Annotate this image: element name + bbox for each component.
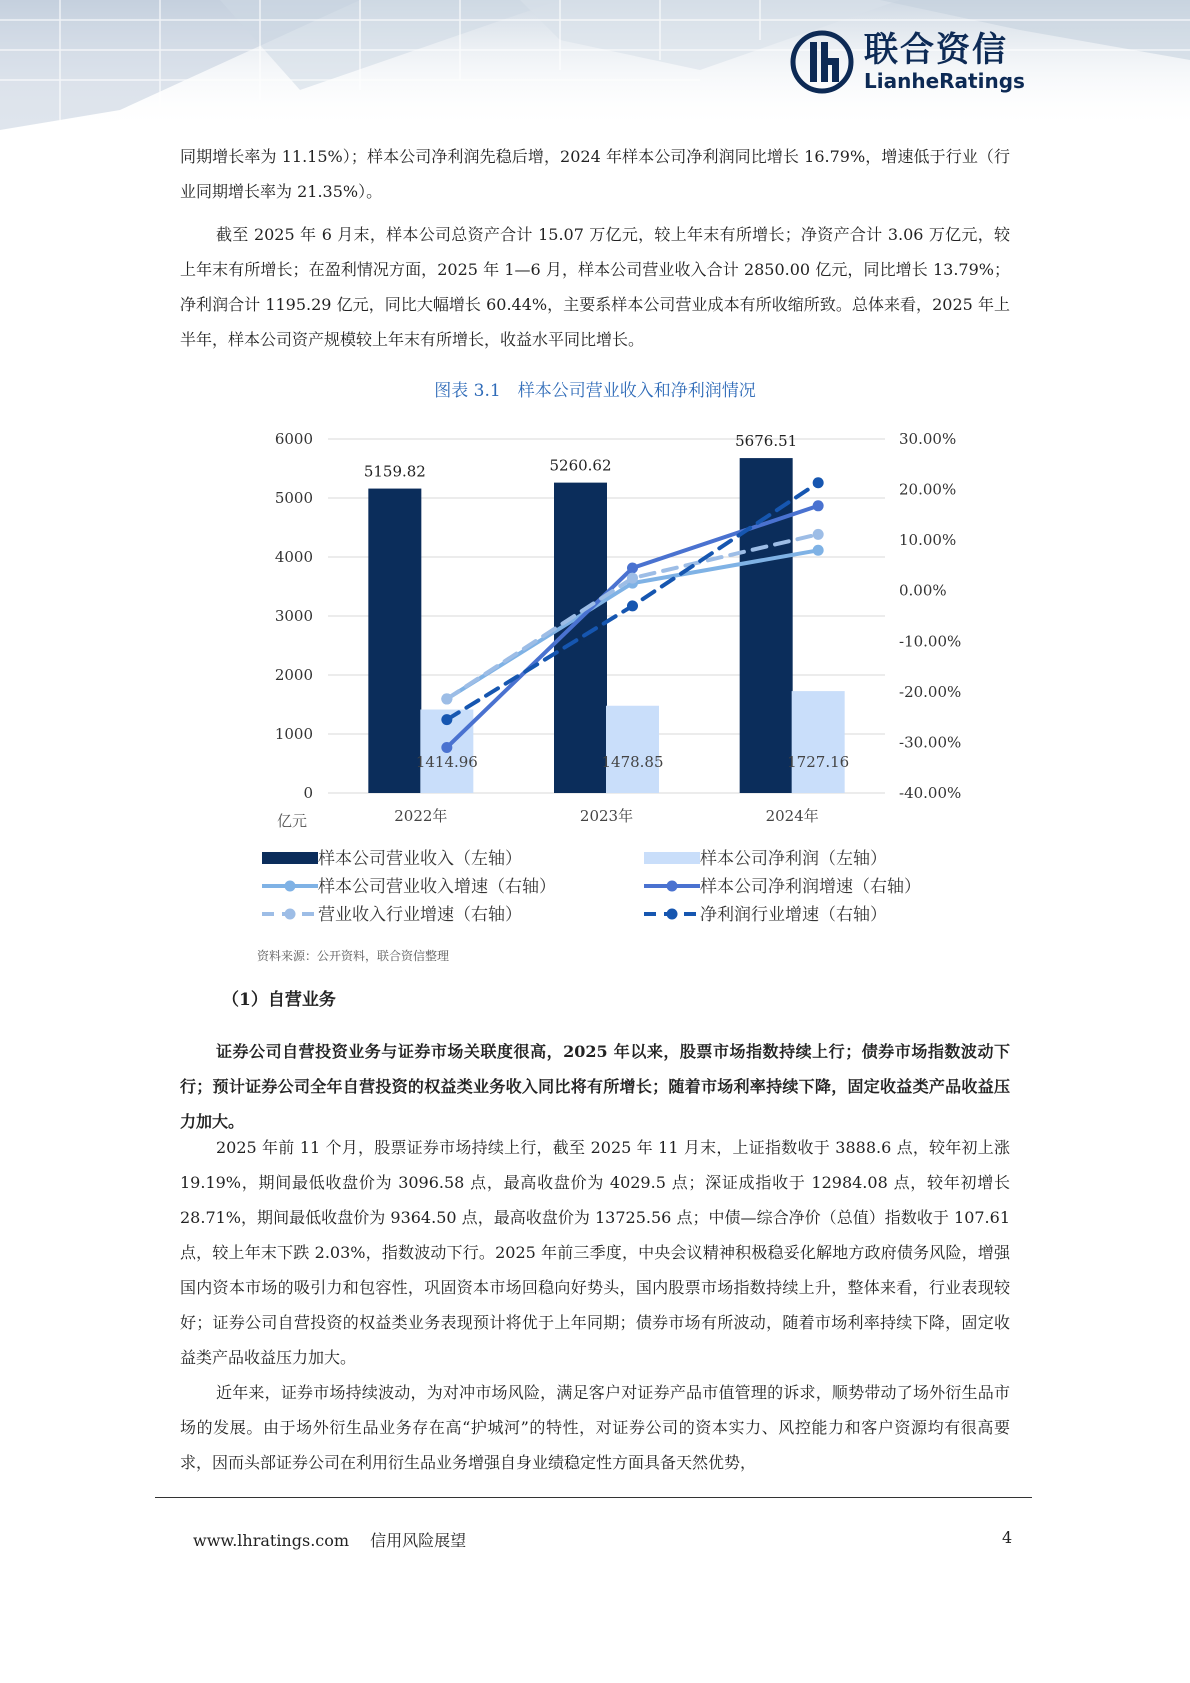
legend-item — [262, 849, 522, 869]
legend-label: 样本公司营业收入（左轴） — [318, 849, 522, 869]
series-point — [627, 573, 638, 584]
y2-tick-label: 30.00% — [899, 430, 957, 448]
legend-marker — [667, 909, 678, 920]
legend-label: 样本公司净利润（左轴） — [700, 849, 887, 869]
brand-name-cn: 联合资信 — [864, 30, 1008, 71]
source-note: 资料来源：公开资料，联合资信整理 — [257, 949, 450, 963]
legend-swatch — [262, 852, 318, 864]
series-point — [441, 714, 452, 725]
footer-left — [193, 1528, 482, 1551]
legend-label: 营业收入行业增速（右轴） — [318, 905, 522, 925]
legend-item — [644, 905, 887, 925]
y-tick-label: 2000 — [274, 666, 313, 684]
x-tick-label: 2022年 — [394, 807, 448, 825]
paragraph-1: 同期增长率为 11.15%）；样本公司净利润先稳后增，2024 年样本公司净利润同比增长 16.79%，增速低于行业（行业同期增长率为 21.35%）。 — [180, 147, 1010, 201]
brand-logo — [790, 30, 1025, 94]
data-label: 5159.82 — [363, 462, 426, 481]
revenue-profit-chart — [0, 410, 1190, 940]
legend-label: 样本公司净利润增速（右轴） — [700, 877, 921, 897]
y2-tick-label: 20.00% — [899, 480, 957, 499]
y2-tick-label: 10.00% — [899, 531, 957, 550]
y2-tick-label: -10.00% — [899, 632, 962, 651]
y-tick-label: 6000 — [274, 430, 313, 448]
legend-item — [262, 877, 556, 897]
legend-item — [644, 849, 887, 869]
data-label: 5676.51 — [735, 432, 798, 451]
bar-revenue — [740, 458, 793, 793]
series-point — [813, 477, 824, 488]
footer-website[interactable]: www.lhratings.com — [193, 1531, 350, 1550]
series-point — [813, 545, 824, 556]
y-tick-label: 0 — [303, 784, 313, 802]
series-point — [441, 693, 452, 704]
series-point — [627, 562, 638, 573]
legend-swatch — [644, 852, 700, 864]
data-label: 1727.16 — [787, 753, 850, 771]
y-tick-label: 4000 — [274, 548, 313, 566]
data-label: 1478.85 — [601, 753, 664, 771]
bar-net-profit — [792, 691, 845, 793]
series-point — [627, 600, 638, 611]
bar-revenue — [368, 489, 421, 793]
y2-tick-label: -40.00% — [899, 784, 962, 802]
footer-divider — [155, 1497, 1032, 1498]
page-number: 4 — [1002, 1528, 1013, 1547]
footer-title: 信用风险展望 — [370, 1531, 467, 1550]
legend-item — [262, 905, 522, 925]
legend-marker — [285, 881, 296, 892]
paragraph-3-bold: 证券公司自营投资业务与证券市场关联度很高，2025 年以来，股票市场指数持续上行；债券市场指数波动下行；预计证券公司全年自营投资的权益类业务收入同比将有所增长；随着市场利率持续下降，固定收益类产品收益压力加大。 — [180, 1042, 1010, 1131]
legend-label: 净利润行业增速（右轴） — [700, 905, 887, 925]
legend-label: 样本公司营业收入增速（右轴） — [318, 877, 556, 897]
series-point — [813, 500, 824, 511]
paragraph-5: 近年来，证券市场持续波动，为对冲市场风险，满足客户对证券产品市值管理的诉求，顺势带动了场外衍生品市场的发展。由于场外衍生品业务存在高“护城河”的特性，对证券公司的资本实力、风控能力和客户资源均有很高要求，因而头部证券公司在利用衍生品业务增强自身业绩稳定性方面具备天然优势， — [180, 1383, 1010, 1472]
paragraph-2: 截至 2025 年 6 月末，样本公司总资产合计 15.07 万亿元，较上年末有所增长；净资产合计 3.06 万亿元，较上年末有所增长；在盈利情况方面，2025 年 1—6 月，样本公司营业收入合计 2850.00 亿元，同比增长 13.79%；净利润合计 1195.29 亿元，同比大幅增长 60.44%，主要系样本公司营业成本有所收缩所致。总体来看，2025 年上半年，样本公司资产规模较上年末有所增长，收益水平同比增长。 — [180, 225, 1010, 349]
y-axis-unit-label: 亿元 — [276, 812, 308, 830]
y-tick-label: 5000 — [274, 489, 313, 507]
x-tick-label: 2023年 — [579, 807, 634, 825]
legend-item — [644, 877, 921, 897]
paragraph-4: 2025 年前 11 个月，股票证券市场持续上行，截至 2025 年 11 月末，上证指数收于 3888.6 点，较年初上涨 19.19%，期间最低收盘价为 3096.58 点，最高收盘价为 4029.5 点；深证成指收于 12984.08 点，较年初增长 28.71%，期间最低收盘价为 9364.50 点，最高收盘价为 13725.56 点；中债—综合净价（总值）指数收于 107.61 点，较上年末下跌 2.03%，指数波动下行。2025 年前三季度，中央会议精神积极稳妥化解地方政府债务风险，增强国内资本市场的吸引力和包容性，巩固资本市场回稳向好势头，国内股票市场指数持续上升，整体来看，行业表现较好；证券公司自营投资的权益类业务表现预计将优于上年同期；债券市场有所波动，随着市场利率持续下降，固定收益类产品收益压力加大。 — [180, 1138, 1010, 1367]
bar-net-profit — [606, 706, 659, 793]
y2-tick-label: -30.00% — [899, 733, 962, 752]
brand-name-en: LianheRatings — [864, 68, 1025, 93]
data-label: 5260.62 — [549, 456, 612, 475]
lianhe-logo-icon — [790, 30, 854, 94]
legend-marker — [285, 909, 296, 920]
legend-marker — [667, 881, 678, 892]
y-tick-label: 1000 — [274, 725, 313, 743]
y2-tick-label: 0.00% — [899, 581, 947, 600]
y-tick-label: 3000 — [274, 607, 313, 625]
x-tick-label: 2024年 — [765, 807, 819, 825]
figure-title: 图表 3.1 样本公司营业收入和净利润情况 — [434, 381, 756, 401]
section-title: （1）自营业务 — [222, 990, 336, 1010]
series-point — [813, 529, 824, 540]
data-label: 1414.96 — [415, 753, 478, 771]
series-point — [441, 742, 452, 753]
y2-tick-label: -20.00% — [899, 682, 962, 701]
